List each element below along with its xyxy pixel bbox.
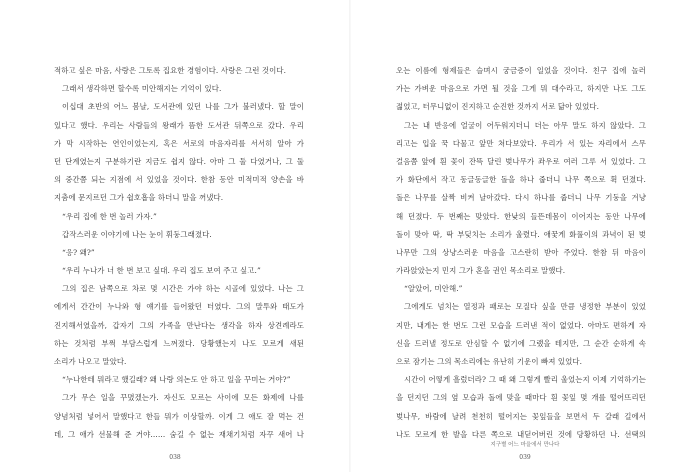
text-line: 의 중간쯤 되는 지점에 서 있었을 것이다. 한참 동안 미적미적 양손을 바	[54, 175, 304, 185]
right-page-body	[396, 62, 646, 444]
text-line: 리고는 입을 꾹 다물고 앞만 쳐다보았다. 우리가 서 있는 자리에서 스무	[396, 138, 646, 148]
text-line: “우리 집에 한 번 놀러 가자.”	[62, 211, 157, 221]
text-line: 가라앉았는지 민지 그가 혼을 권인 목소리로 말했다.	[396, 266, 566, 276]
text-line: “누나한테 뭐라고 했길래? 왜 나랑 의논도 안 하고 일을 꾸미는 거야?”	[62, 375, 291, 385]
text-line: 오는 이름에 형제들은 슬며시 궁금증이 일었을 것이다. 친구 집에 놀러	[396, 66, 646, 75]
running-header: 지구별 어느 마을에서 만나다	[490, 442, 560, 448]
text-line: 소리가 나오고 말았다.	[54, 357, 127, 366]
text-line: 걸음쯤 앞에 흰 꽃이 잔뜩 달린 벚나무가 좌우로 여러 그루 서 있었다. 그	[396, 156, 646, 166]
text-line: 돌은 나무를 살짝 비켜 날아갔다. 다시 하나를 줍더니 나무 기둥을 겨냥	[396, 193, 646, 203]
text-line: 던 단계였는지 구분하기란 지금도 쉽지 않다. 아마 그 둘 다였거나, 그 둘	[54, 156, 304, 166]
text-line: 지춤에 문지르던 그가 쉽호흡을 하더니 말을 꺼냈다.	[54, 193, 224, 203]
text-line: 가 화단에서 작고 동글동글한 돌을 하나 줍더니 나무 쪽으로 휙 던졌다.	[396, 175, 646, 185]
text-line: 돌이 맞아 딱, 딱 부딪치는 소리가 울렸다. 애꿎게 화풀이의 과녁이 된 벚	[396, 229, 646, 239]
text-line: 가는 가벼운 마음으로 가면 될 것을 그게 뭐 대수라고, 하지만 나도 그도	[396, 84, 646, 94]
text-line: 벚나무, 바람에 날려 천천히 떨어지는 꽃잎들을 보면서 두 갈래 길에서	[396, 411, 646, 421]
right-page	[350, 0, 700, 472]
left-page-number: 038	[169, 454, 181, 461]
text-line: 하는 것처럼 부쩍 부담스럽게 느껴졌다. 당황했는지 나도 모르게 새된	[54, 338, 304, 348]
text-line: 적하고 싶은 마음, 사랑은 그토록 집요한 경험이다. 사랑은 그런 것이다.	[54, 66, 287, 75]
text-line: 해 던졌다. 두 번째는 맞았다. 한낮의 들뜬데몸이 이어지는 동안 나무에	[396, 211, 646, 221]
text-line: 그에게도 넘치는 열정과 패로는 모질다 싶을 만큼 냉정한 부분이 있었	[404, 302, 646, 312]
text-line: 그는 내 반응에 얼굴이 어두워지더니 더는 아무 말도 하지 않았다. 그	[404, 120, 646, 130]
text-line: 시간이 어떻게 흘렀더라? 그 때 왜 그렇게 빨리 울었는지 이제 기억하기는	[404, 375, 646, 385]
text-line: 지만, 내게는 한 번도 그런 모습을 드러낸 적이 없었다. 아마도 편하게 자	[396, 320, 646, 330]
text-line: 나무만 그의 상냥스러운 마음을 고스란히 받아 주었다. 한참 뒤 마음이	[396, 247, 646, 257]
text-line: “우리 누나가 너 한 번 보고 싶대. 우리 집도 보여 주고 싶고.”	[62, 266, 261, 276]
left-page-body	[54, 62, 304, 444]
text-line: 신을 드러낼 정도로 안심할 수 없기에 그랬을 테지만, 그 순간 순하게 속	[396, 338, 646, 348]
text-line: 이십대 초반의 어느 봄날, 도서관에 있던 나를 그가 불러냈다. 할 말이	[62, 102, 304, 112]
text-line: “알았어, 미안해.”	[404, 284, 463, 294]
text-line: 으로 잠기는 그의 목소리에는 유난히 기운이 빠져 있었다.	[396, 357, 583, 366]
right-page-number: 039	[519, 454, 531, 461]
text-line: 양념처럼 넣어서 말했다고 한들 뭐가 이상할까. 이게 그 애도 잘 먹는 건	[54, 411, 304, 421]
text-line: “응? 왜?”	[62, 247, 95, 257]
text-line: 진지해서였을까, 갑자기 그의 가족을 만난다는 생각을 하자 상견례라도	[54, 320, 304, 330]
text-line: 나도 모르게 한 발을 다른 쪽으로 내딛어버린 것에 당황하던 나. 선택의	[396, 429, 646, 439]
text-line: 있다고 했다. 우리는 사람들의 왕래가 뜸한 도서관 뒤쪽으로 갔다. 우리	[54, 120, 304, 130]
text-line: 젊었고, 터무니없이 진지하고 순진한 것까지 서로 닮아 있었다.	[396, 102, 600, 112]
text-line: 을 던지던 그의 옆 모습과 돌에 맞을 때마다 흰 꽃잎 몇 개를 떨어뜨리던	[396, 393, 646, 403]
text-line: 갑작스러운 이야기에 나는 눈이 휘둥그래졌다.	[62, 229, 212, 239]
text-line: 가 막 시작하는 연인이었는지, 혹은 서로의 마음자리를 서서히 알아 가	[54, 138, 304, 148]
text-line: 그의 집은 남쪽으로 차로 몇 시간은 가야 하는 시골에 있었다. 나는 그	[62, 284, 304, 294]
text-line: 그가 무슨 일을 꾸몄겠는가. 자신도 모르는 사이에 모든 화제에 나를	[62, 393, 304, 403]
text-line: 데, 그 애가 선물해 준 거야…… 숨길 수 없는 재채기처럼 자꾸 새어 나	[54, 429, 304, 439]
text-line: 에게서 간간이 누나와 형 얘기를 들어왔던 터였다. 그의 말투와 태도가	[54, 302, 304, 312]
text-line: 그래서 생각하면 할수록 미안해지는 기억이 있다.	[62, 84, 222, 94]
